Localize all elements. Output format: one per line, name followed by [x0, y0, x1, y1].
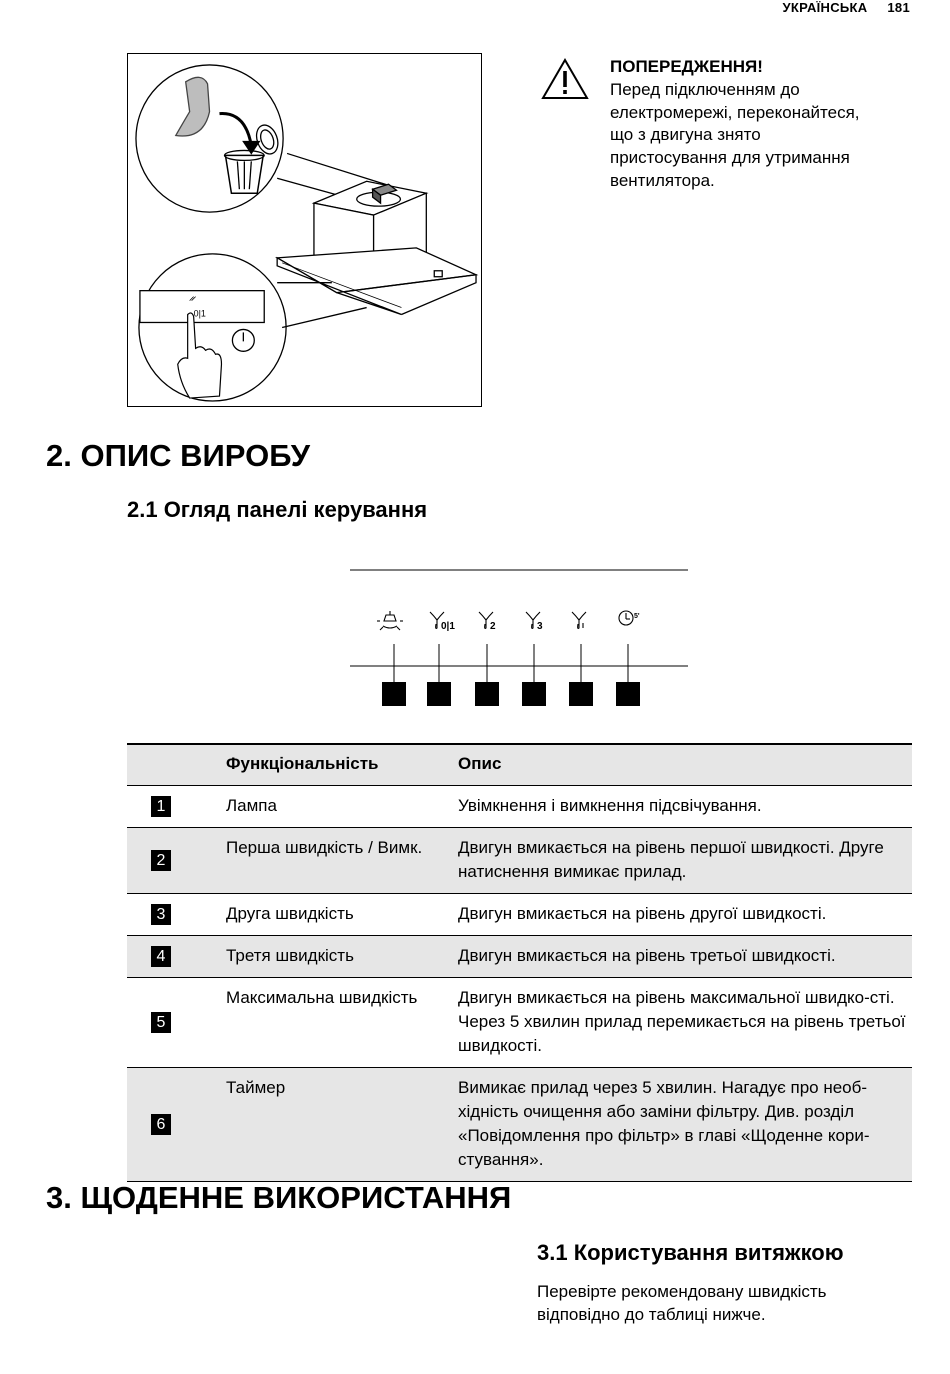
- fan-speed-1-off-icon: [430, 612, 455, 632]
- row-function: Максимальна швидкість: [226, 988, 418, 1007]
- row-number: 2: [151, 850, 171, 871]
- header-function: Функціональність: [226, 754, 379, 773]
- table-row: [127, 936, 912, 978]
- section-2-title: 2. ОПИС ВИРОБУ: [46, 438, 310, 473]
- row-description: Двигун вмикається на рівень третьої швидкості.: [458, 946, 836, 965]
- row-number: 3: [151, 904, 171, 925]
- row-description: Двигун вмикається на рівень першої швидкості. Друге натиснення вимикає прилад.: [458, 838, 884, 881]
- header-description: Опис: [458, 754, 502, 773]
- page-header: [767, 0, 910, 15]
- table-row: [127, 786, 912, 828]
- row-function: Перша швидкість / Вимк.: [226, 838, 423, 857]
- speed-1-off-label: 0|1: [441, 621, 455, 632]
- lamp-icon: [377, 611, 403, 630]
- speed-1-label-small: 0|1: [193, 308, 206, 319]
- speed-2-label: 2: [490, 621, 496, 632]
- row-function: Друга швидкість: [226, 904, 354, 923]
- row-description: Двигун вмикається на рівень максимальної швидко-сті. Через 5 хвилин прилад перемикається на рівень третьої швидкості.: [458, 988, 906, 1055]
- function-table: [127, 743, 912, 1182]
- section-3-title: 3. ЩОДЕННЕ ВИКОРИСТАННЯ: [46, 1180, 512, 1215]
- speed-3-label: 3: [537, 621, 543, 632]
- table-row: [127, 828, 912, 894]
- language-label: УКРАЇНСЬКА: [782, 0, 868, 15]
- fan-speed-2-icon: [479, 612, 496, 632]
- page-number: 181: [887, 0, 910, 15]
- warning-block: [610, 56, 870, 193]
- callout-3: [475, 682, 499, 706]
- warning-text: Перед підключенням до електромережі, переконайтеся, що з двигуна знято пристосування для утримання вентилятора.: [610, 79, 860, 190]
- timer-minutes-label: 5': [634, 613, 640, 620]
- section-3-1-intro: Перевірте рекомендовану швидкість відповідно до таблиці нижче.: [537, 1282, 827, 1324]
- callout-2: [427, 682, 451, 706]
- callout-4: [522, 682, 546, 706]
- header-num: [127, 744, 220, 786]
- warning-title: ПОПЕРЕДЖЕННЯ!: [610, 57, 763, 76]
- callout-1: [382, 682, 406, 706]
- table-row: [127, 894, 912, 936]
- table-row: [127, 978, 912, 1068]
- callout-5: [569, 682, 593, 706]
- row-description: Вимикає прилад через 5 хвилин. Нагадує про необ-хідність очищення або заміни фільтру. Див. розділ «Повідомлення про фільтр» в главі «Щоденне кори-стування».: [458, 1078, 870, 1169]
- table-header-row: [127, 744, 912, 786]
- row-function: Третя швидкість: [226, 946, 354, 965]
- fan-max-speed-icon: [572, 612, 586, 629]
- installation-figure: [127, 53, 482, 407]
- row-function: Лампа: [226, 796, 277, 815]
- row-number: 6: [151, 1114, 171, 1135]
- timer-icon: [619, 611, 640, 625]
- row-number: 4: [151, 946, 171, 967]
- control-panel-diagram: [350, 568, 690, 718]
- warning-icon: [541, 57, 589, 101]
- fan-speed-3-icon: [526, 612, 543, 632]
- row-function: Таймер: [226, 1078, 286, 1097]
- row-description: Увімкнення і вимкнення підсвічування.: [458, 796, 762, 815]
- table-row: [127, 1068, 912, 1182]
- installation-illustration: [128, 54, 481, 406]
- row-number: 5: [151, 1012, 171, 1033]
- section-2-1-title: 2.1 Огляд панелі керування: [127, 497, 428, 522]
- section-3-1-title: 3.1 Користування витяжкою: [537, 1240, 844, 1265]
- row-description: Двигун вмикається на рівень другої швидкості.: [458, 904, 827, 923]
- callout-6: [616, 682, 640, 706]
- row-number: 1: [151, 796, 171, 817]
